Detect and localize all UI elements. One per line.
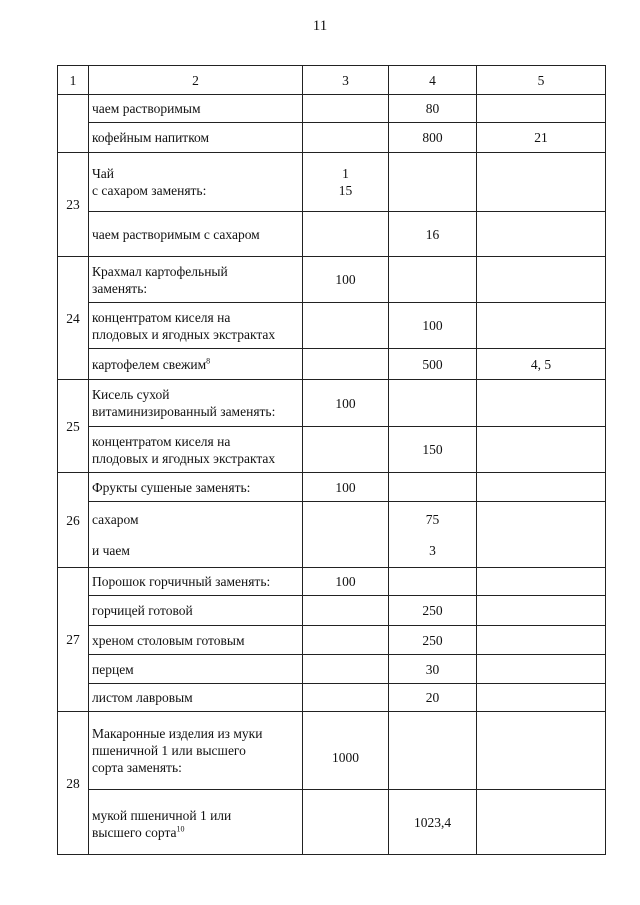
table-row — [58, 626, 606, 655]
table-header-row — [58, 66, 606, 95]
replacement-cell: 500 — [389, 349, 477, 380]
product-line: Чай — [92, 166, 114, 181]
norm-cell — [303, 684, 389, 712]
footnote-mark: 10 — [176, 824, 185, 834]
norm-cell — [303, 626, 389, 655]
note-cell — [477, 303, 606, 349]
product-line: Макаронные изделия из муки — [92, 726, 263, 741]
product-cell — [89, 349, 303, 380]
replacement-cell: 1023,4 — [389, 790, 477, 855]
table-row — [58, 212, 606, 257]
row-number-cell: 26 — [58, 473, 89, 568]
norm-cell: 100 — [303, 257, 389, 303]
note-cell — [477, 684, 606, 712]
product-line: мукой пшеничной 1 или — [92, 808, 232, 823]
product-cell: Порошок горчичный заменять: — [89, 568, 303, 596]
product-text: картофелем свежим — [92, 356, 207, 372]
norm-cell: 100 — [303, 568, 389, 596]
note-cell — [477, 626, 606, 655]
table-row — [58, 596, 606, 626]
norm-cell — [303, 596, 389, 626]
product-line: плодовых и ягодных экстрактах — [92, 326, 276, 342]
replacement-cell — [389, 473, 477, 502]
replacement-cell — [389, 153, 477, 212]
replacement-cell: 80 — [389, 95, 477, 123]
product-cell — [89, 380, 303, 427]
product-cell — [89, 712, 303, 790]
note-cell — [477, 95, 606, 123]
product-line: и чаем — [92, 543, 130, 558]
note-cell — [477, 473, 606, 502]
page-number: 11 — [312, 18, 328, 34]
header-cell-1: 1 — [58, 66, 89, 95]
product-cell: кофейным напитком — [89, 123, 303, 153]
norm-cell — [303, 655, 389, 684]
row-number-cell: 25 — [58, 380, 89, 473]
table-row — [58, 123, 606, 153]
replacement-cell: 250 — [389, 626, 477, 655]
norm-cell: 100 — [303, 380, 389, 427]
row-number-cell — [58, 95, 89, 153]
footnote-mark: 8 — [206, 356, 211, 365]
note-cell — [477, 153, 606, 212]
table-row — [58, 153, 606, 212]
note-cell — [477, 380, 606, 427]
norm-cell — [303, 349, 389, 380]
norm-line: 15 — [338, 183, 353, 198]
replacement-cell: 250 — [389, 596, 477, 626]
product-cell: чаем растворимым с сахаром — [89, 212, 303, 257]
norm-cell — [303, 502, 389, 568]
product-cell: Фрукты сушеные заменять: — [89, 473, 303, 502]
product-line: Кисель сухой — [92, 387, 170, 402]
table-row — [58, 380, 606, 427]
table-row — [58, 473, 606, 502]
note-cell — [477, 568, 606, 596]
product-cell — [89, 790, 303, 855]
header-cell-5: 5 — [477, 66, 606, 95]
table-row — [58, 568, 606, 596]
note-cell — [477, 790, 606, 855]
product-line: плодовых и ягодных экстрактах — [92, 450, 276, 466]
product-cell — [89, 427, 303, 473]
note-cell: 21 — [477, 123, 606, 153]
product-cell — [89, 303, 303, 349]
note-cell — [477, 502, 606, 568]
header-cell-4: 4 — [389, 66, 477, 95]
table-row — [58, 655, 606, 684]
replacement-cell: 100 — [389, 303, 477, 349]
table-row — [58, 712, 606, 790]
product-line: концентратом киселя на — [92, 433, 231, 449]
replacement-cell — [389, 568, 477, 596]
product-line — [92, 824, 299, 841]
norm-cell — [303, 95, 389, 123]
product-line: с сахаром заменять: — [92, 183, 207, 198]
row-number-cell: 28 — [58, 712, 89, 855]
header-cell-2: 2 — [89, 66, 303, 95]
product-cell — [89, 257, 303, 303]
product-line: концентратом киселя на — [92, 309, 231, 325]
product-line: сорта заменять: — [92, 760, 182, 775]
norm-cell: 1000 — [303, 712, 389, 790]
replacement-line: 75 — [425, 512, 440, 527]
table-row — [58, 257, 606, 303]
note-cell: 4, 5 — [477, 349, 606, 380]
table-row — [58, 684, 606, 712]
product-line: Крахмал картофельный — [92, 263, 228, 279]
row-number-cell: 24 — [58, 257, 89, 380]
replacement-cell: 20 — [389, 684, 477, 712]
replacement-cell: 30 — [389, 655, 477, 684]
norm-cell — [303, 153, 389, 212]
product-line: сахаром — [92, 512, 139, 527]
note-cell — [477, 655, 606, 684]
table-row — [58, 95, 606, 123]
note-cell — [477, 427, 606, 473]
product-cell — [89, 502, 303, 568]
row-number-cell: 27 — [58, 568, 89, 712]
substitution-table — [57, 65, 606, 855]
norm-cell — [303, 123, 389, 153]
replacement-cell — [389, 257, 477, 303]
product-cell — [89, 153, 303, 212]
product-cell: листом лавровым — [89, 684, 303, 712]
product-text: высшего сорта — [92, 825, 177, 840]
norm-cell — [303, 790, 389, 855]
norm-cell: 100 — [303, 473, 389, 502]
replacement-cell — [389, 380, 477, 427]
product-cell: хреном столовым готовым — [89, 626, 303, 655]
table-row — [58, 303, 606, 349]
table-row — [58, 790, 606, 855]
norm-line: 1 — [342, 166, 349, 181]
replacement-cell: 16 — [389, 212, 477, 257]
replacement-cell: 800 — [389, 123, 477, 153]
replacement-line: 3 — [429, 543, 436, 558]
replacement-cell: 150 — [389, 427, 477, 473]
note-cell — [477, 712, 606, 790]
replacement-cell — [389, 502, 477, 568]
product-line: заменять: — [92, 280, 148, 296]
table-row — [58, 349, 606, 380]
product-line: витаминизированный заменять: — [92, 404, 276, 419]
note-cell — [477, 257, 606, 303]
note-cell — [477, 212, 606, 257]
table-row — [58, 502, 606, 568]
product-cell: горчицей готовой — [89, 596, 303, 626]
norm-cell — [303, 427, 389, 473]
row-number-cell: 23 — [58, 153, 89, 257]
note-cell — [477, 596, 606, 626]
header-cell-3: 3 — [303, 66, 389, 95]
norm-cell — [303, 303, 389, 349]
product-cell: перцем — [89, 655, 303, 684]
norm-cell — [303, 212, 389, 257]
replacement-cell — [389, 712, 477, 790]
product-line: пшеничной 1 или высшего — [92, 743, 246, 758]
product-cell: чаем растворимым — [89, 95, 303, 123]
table-row — [58, 427, 606, 473]
